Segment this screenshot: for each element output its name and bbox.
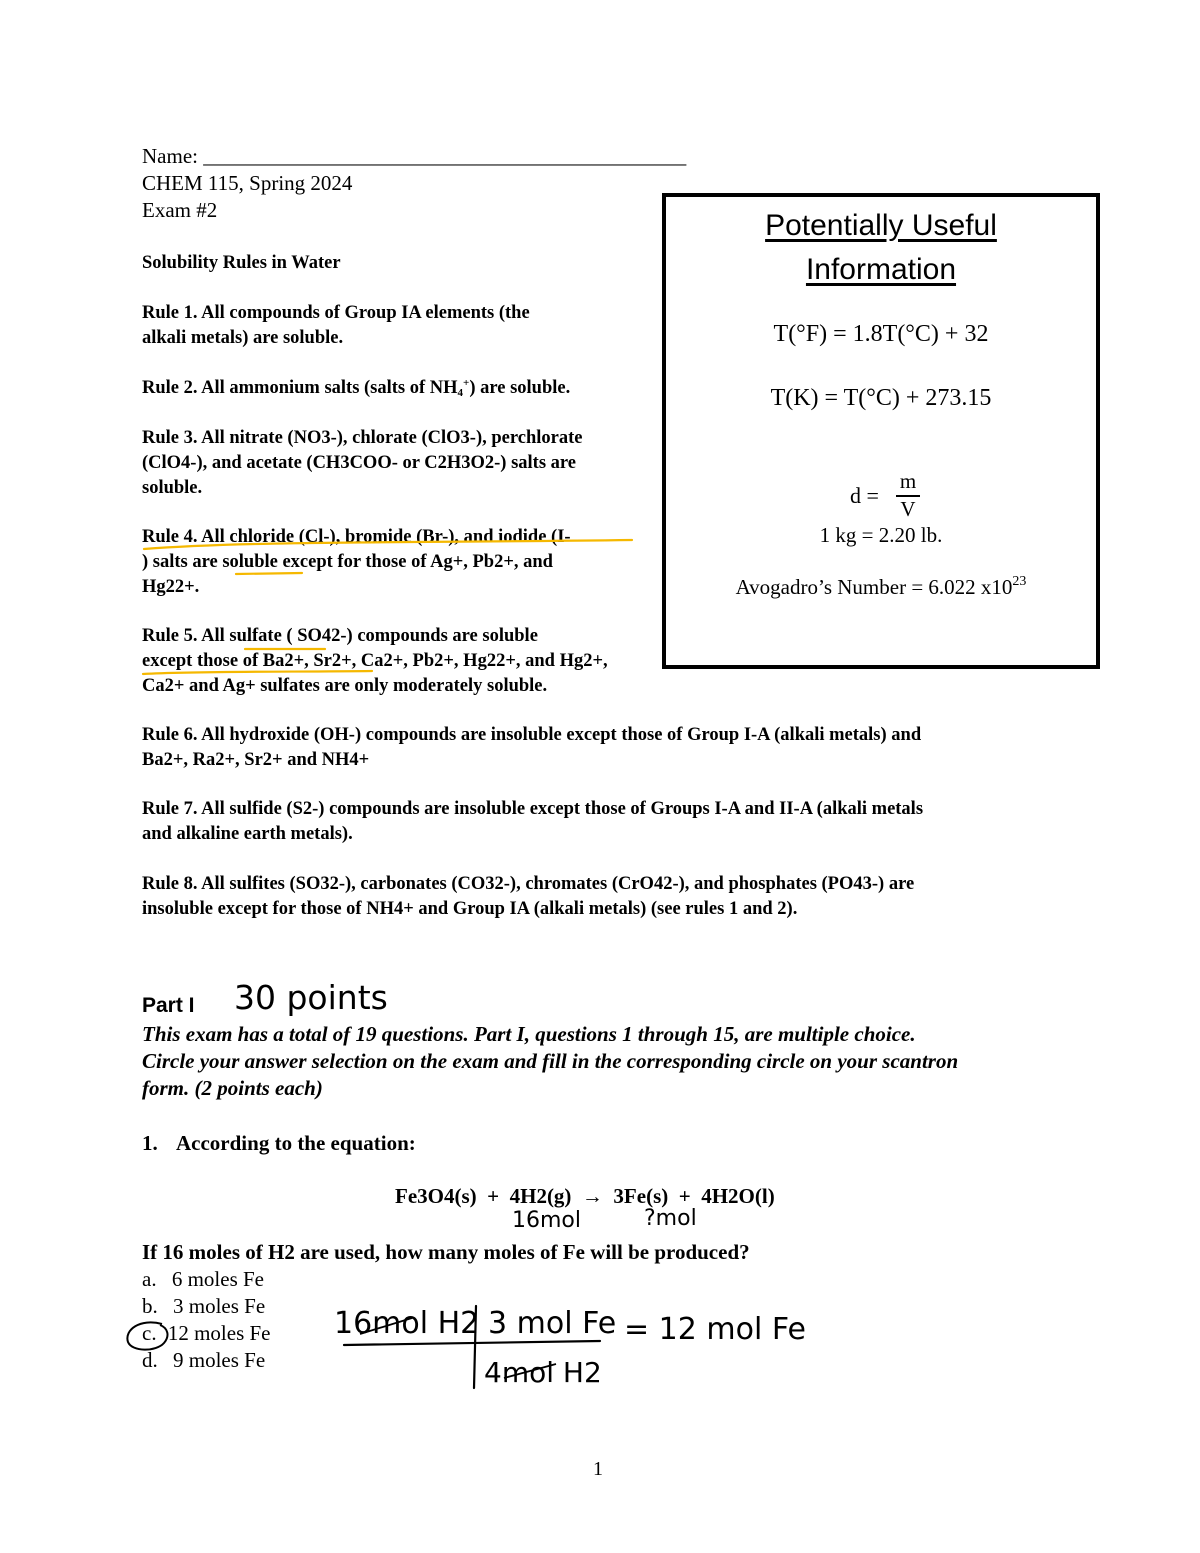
- work-h2-given: 16mol H2: [334, 1306, 480, 1341]
- rule-2-sub: 4: [457, 387, 464, 399]
- avogadro-text: Avogadro’s Number = 6.022 x10: [735, 575, 1013, 599]
- work-result: = 12 mol Fe: [624, 1312, 806, 1347]
- work-vertical-line: [474, 1306, 476, 1388]
- kelvin-equation: T(K) = T(°C) + 273.15: [770, 385, 992, 411]
- rule-3-text-1: All nitrate (NO3-), chlorate (ClO3-), perchlorate: [201, 428, 583, 448]
- choice-c-text: 12 moles Fe: [167, 1321, 271, 1345]
- reaction-equation: Fe3O4(s) + 4H2(g) → 3Fe(s) + 4H2O(l): [395, 1184, 775, 1208]
- choice-d-letter: d.: [142, 1348, 158, 1372]
- density-numerator: m: [899, 469, 917, 493]
- highlight-underline-except: [143, 671, 372, 674]
- rule-5-line-3: Ca2+ and Ag+ sulfates are only moderately soluble.: [142, 676, 548, 696]
- choice-b-text: 3 moles Fe: [173, 1294, 266, 1318]
- work-h2-ratio: 4mol H2: [484, 1356, 602, 1389]
- choice-a-text: 6 moles Fe: [171, 1267, 264, 1291]
- rule-6-line-2: Ba2+, Ra2+, Sr2+ and NH4+: [142, 750, 370, 770]
- choice-b-letter: b.: [142, 1294, 158, 1318]
- rule-8-text-1: All sulfites (SO32-), carbonates (CO32-), chromates (CrO42-), and phosphates (PO43-) are: [201, 874, 915, 894]
- answer-circle: [127, 1322, 167, 1349]
- rule-5-text-1: All sulfate ( SO42-) compounds are soluble: [201, 626, 538, 646]
- rule-6-text-1: All hydroxide (OH-) compounds are insoluble except those of Group I-A (alkali metals) and: [201, 725, 922, 745]
- name-blank: ______________________________________________: [203, 144, 687, 168]
- rule-3-line-2: (ClO4-), and acetate (CH3COO- or C2H3O2-) salts are: [142, 453, 576, 473]
- question-1-number: 1.: [142, 1131, 158, 1155]
- exam-title: Exam #2: [142, 198, 218, 222]
- rule-1-line-2: alkali metals) are soluble.: [142, 328, 344, 348]
- rule-8-line-2: insoluble except for those of NH4+ and Group IA (alkali metals) (see rules 1 and 2).: [142, 899, 798, 919]
- rule-4-line-3: Hg22+.: [142, 577, 200, 597]
- info-title-line-1: Potentially Useful: [765, 209, 997, 242]
- rule-1-text: All compounds of Group IA elements (the: [201, 303, 530, 323]
- rule-8-label: Rule 8.: [142, 874, 198, 894]
- rule-7-line-2: and alkaline earth metals).: [142, 824, 353, 844]
- rule-4-text-1: All chloride (Cl-), bromide (Br-), and iodide (I-: [201, 527, 571, 547]
- course-title: CHEM 115, Spring 2024: [142, 171, 353, 195]
- rule-1-label: Rule 1.: [142, 303, 198, 323]
- rule-4-label: Rule 4.: [142, 527, 198, 547]
- info-title-line-2: Information: [805, 253, 957, 286]
- fahrenheit-equation: T(°F) = 1.8T(°C) + 32: [773, 321, 989, 347]
- name-label: Name:: [142, 144, 198, 168]
- handwritten-fe-moles: ?mol: [644, 1206, 697, 1231]
- mass-conversion: 1 kg = 2.20 lb.: [819, 523, 943, 547]
- instructions-line-1: This exam has a total of 19 questions. Part I, questions 1 through 15, are multiple choice.: [142, 1022, 916, 1046]
- rule-3-line-3: soluble.: [142, 478, 203, 498]
- work-cancel-h2-top: [360, 1318, 412, 1334]
- handwritten-points: 30 points: [234, 978, 388, 1017]
- part-1-heading: Part I: [142, 994, 195, 1017]
- rule-2-label: Rule 2.: [142, 378, 198, 398]
- choice-a-letter: a.: [142, 1267, 157, 1291]
- rule-7-label: Rule 7.: [142, 799, 198, 819]
- question-1-text: If 16 moles of H2 are used, how many moles of Fe will be produced?: [142, 1240, 750, 1264]
- instructions-line-3: form. (2 points each): [142, 1076, 323, 1100]
- avogadro-exponent: 23: [1012, 574, 1027, 589]
- work-fe-ratio: 3 mol Fe: [488, 1306, 617, 1341]
- rule-4-line-2: ) salts are soluble except for those of Ag+, Pb2+, and: [142, 552, 553, 572]
- instructions-line-2: Circle your answer selection on the exam and fill in the corresponding circle on your scantron: [142, 1049, 959, 1073]
- rule-3-label: Rule 3.: [142, 428, 198, 448]
- page-number: 1: [593, 1458, 603, 1480]
- choice-c-letter: c.: [142, 1321, 157, 1345]
- rule-7-text-1: All sulfide (S2-) compounds are insoluble except those of Groups I-A and II-A (alkali metals: [201, 799, 924, 819]
- density-denominator: V: [900, 497, 916, 521]
- density-lhs: d =: [850, 483, 879, 508]
- rule-6-label: Rule 6.: [142, 725, 198, 745]
- rule-5-label: Rule 5.: [142, 626, 198, 646]
- rule-2-sup: +: [463, 377, 470, 389]
- highlight-underline-rule4: [144, 540, 632, 549]
- handwritten-h2-moles: 16mol: [512, 1208, 581, 1233]
- work-cancel-h2-bottom: [504, 1364, 556, 1378]
- rule-5-line-2: except those of Ba2+, Sr2+, Ca2+, Pb2+, Hg22+, and Hg2+,: [142, 651, 608, 671]
- highlight-underline-soluble: [236, 573, 302, 574]
- solubility-title: Solubility Rules in Water: [142, 253, 341, 273]
- rule-2-text-b: ) are soluble.: [469, 378, 571, 398]
- work-horizontal-line: [344, 1341, 600, 1345]
- rule-2-text-a: All ammonium salts (salts of NH: [201, 378, 458, 398]
- question-1-prompt: According to the equation:: [176, 1131, 416, 1155]
- choice-d-text: 9 moles Fe: [173, 1348, 266, 1372]
